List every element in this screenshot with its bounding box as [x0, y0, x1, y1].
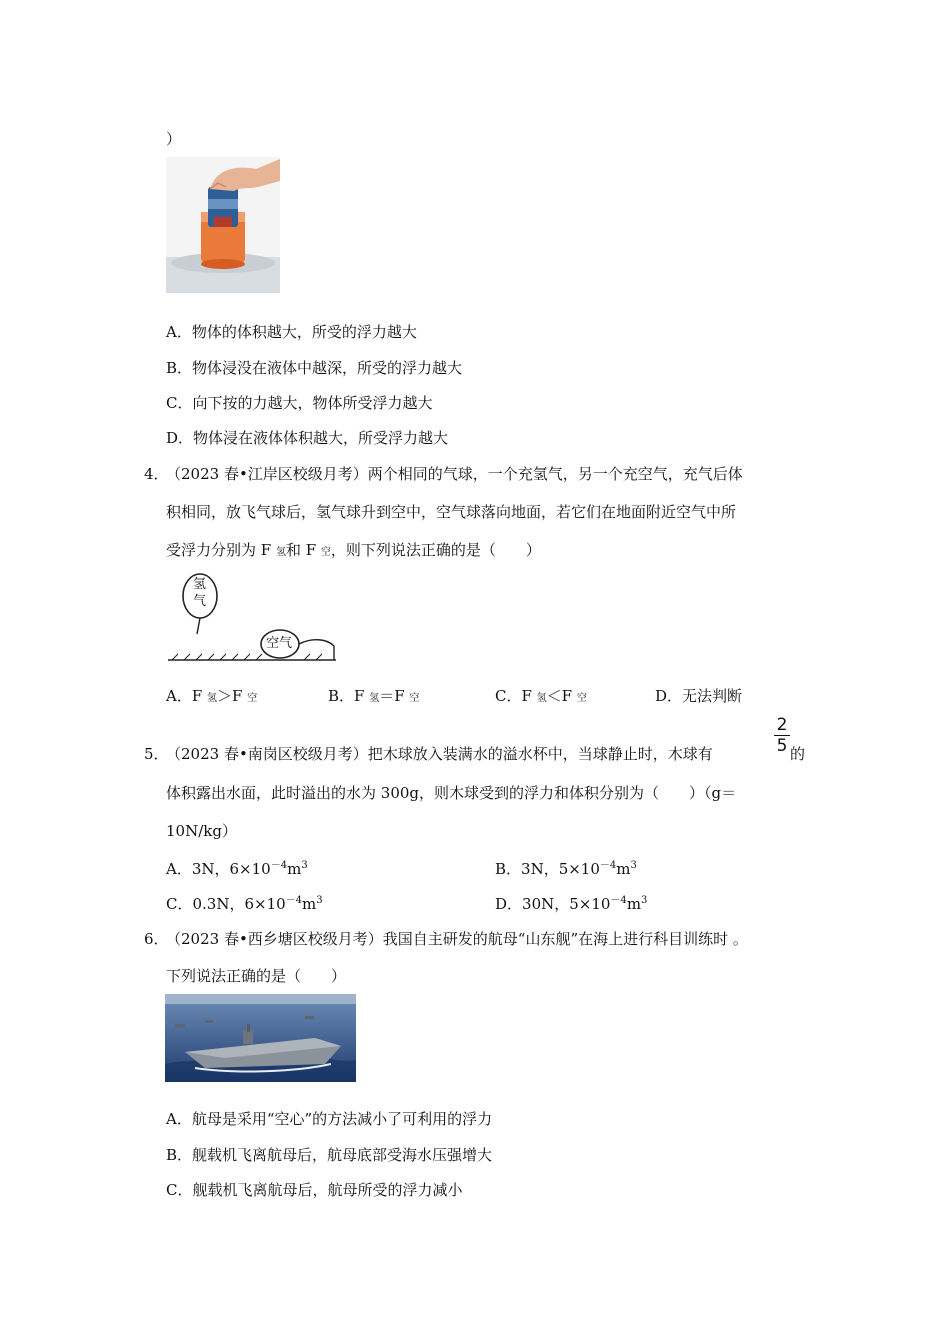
air-balloon-label: 空气	[266, 636, 293, 651]
q5-option-b: B．3N，$5\times 10^{-4}m^3$	[495, 860, 637, 878]
fraction-two-fifths	[774, 716, 790, 755]
q4-balloons-figure	[166, 572, 338, 666]
q4-stem-line1: （2023 春•江岸区校级月考）两个相同的气球，一个充氢气，另一个充空气，充气后体	[166, 465, 743, 483]
q5-option-c: C．0.3N，$6\times 10^{-4}m^3$	[166, 895, 323, 913]
q4-stem-line3: 受浮力分别为 F 氢和 F 空，则下列说法正确的是（ ）	[166, 541, 541, 559]
q5-stem-line1-end: 的	[790, 745, 806, 763]
q6-number: 6．	[144, 930, 169, 948]
fraction-denominator: 5	[776, 736, 788, 756]
q5-stem-line1: （2023 春•南岗区校级月考）把木球放入装满水的溢水杯中，当球静止时，木球有	[166, 745, 713, 763]
q3-option-a: A．物体的体积越大，所受的浮力越大	[166, 323, 417, 341]
q3-stem-tail: ）	[166, 130, 182, 148]
q3-option-b: B．物体浸没在液体中越深，所受的浮力越大	[166, 359, 463, 377]
q4-number: 4．	[144, 465, 169, 483]
q6-aircraft-carrier-photo	[165, 994, 356, 1082]
q3-option-d: D．物体浸在液体体积越大，所受浮力越大	[166, 429, 449, 447]
q5-number: 5．	[144, 745, 169, 763]
q5-stem-line2: 体积露出水面，此时溢出的水为 300g，则木球受到的浮力和体积分别为（ ）（g＝	[166, 784, 737, 802]
q5-option-a: A．3N，$6\times 10^{-4}m^3$	[166, 860, 308, 878]
fraction-numerator: 2	[776, 715, 788, 735]
q5-stem-line3: 10N/kg）	[166, 822, 237, 840]
q6-stem-line1: （2023 春•西乡塘区校级月考）我国自主研发的航母“山东舰”在海上进行科目训练时 。	[166, 930, 748, 948]
q4-stem-line2: 积相同，放飞气球后，氢气球升到空中，空气球落向地面，若它们在地面附近空气中所	[166, 503, 737, 521]
q4-option-d: D．无法判断	[655, 687, 743, 705]
q5-option-d: D．30N，$5\times 10^{-4}m^3$	[495, 895, 648, 913]
hydrogen-balloon-label-2: 气	[193, 594, 207, 609]
q4-option-a: A．F 氢＞F 空	[166, 687, 258, 705]
q6-option-a: A．航母是采用“空心”的方法减小了可利用的浮力	[166, 1110, 493, 1128]
q3-option-c: C．向下按的力越大，物体所受浮力越大	[166, 394, 433, 412]
q6-stem-line2: 下列说法正确的是（ ）	[166, 967, 347, 985]
q6-option-b: B．舰载机飞离航母后，航母底部受海水压强增大	[166, 1146, 493, 1164]
hydrogen-balloon-label-1: 氢	[193, 577, 207, 592]
q6-option-c: C．舰载机飞离航母后，航母所受的浮力减小	[166, 1181, 463, 1199]
q4-option-c: C．F 氢＜F 空	[495, 687, 587, 705]
q4-option-b: B．F 氢＝F 空	[328, 687, 420, 705]
q3-can-in-beaker-figure	[166, 157, 280, 293]
